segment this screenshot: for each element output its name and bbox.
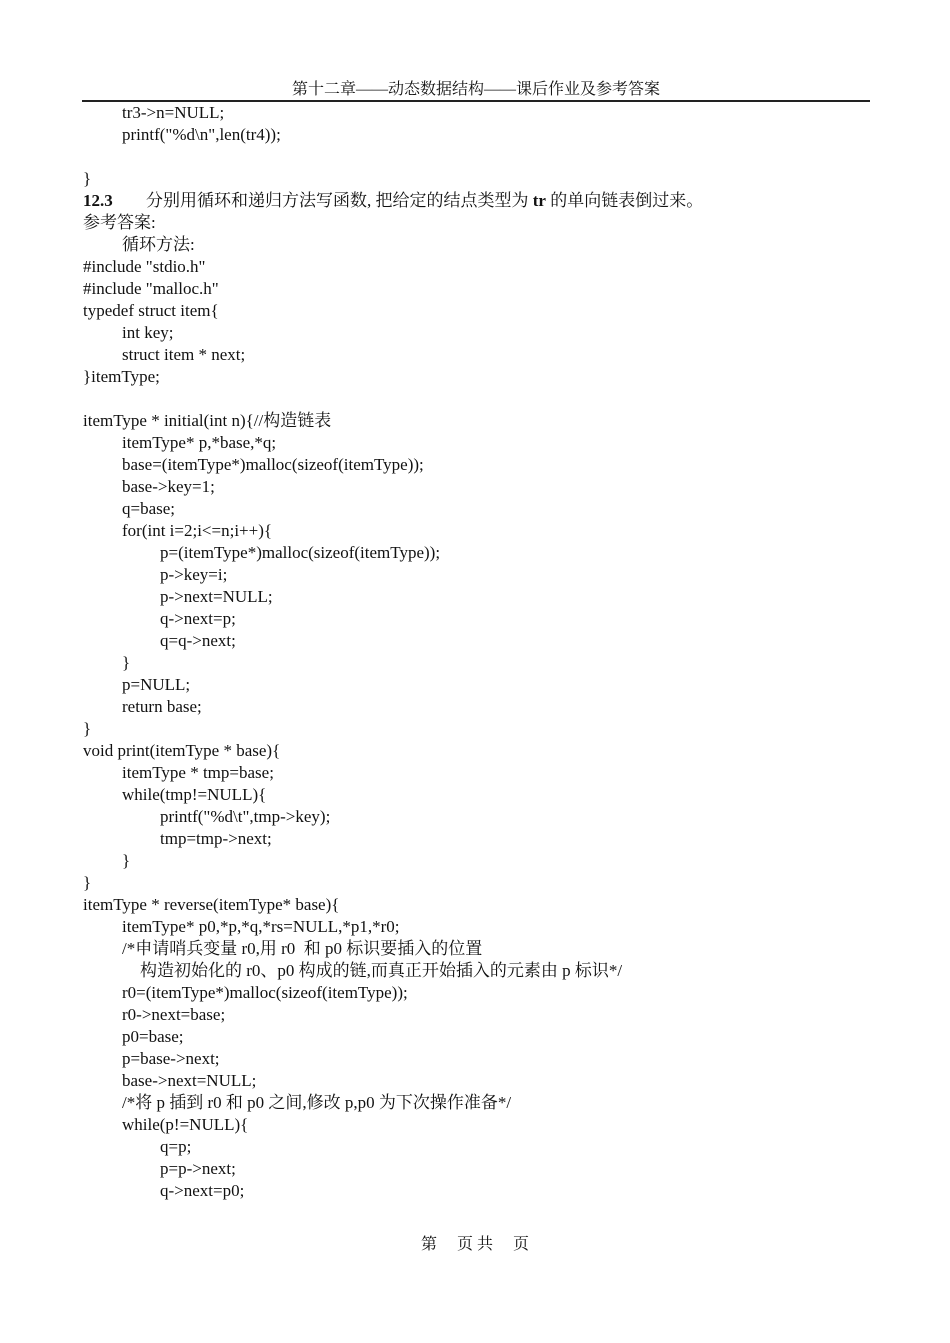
- answer-heading: 参考答案:: [83, 213, 156, 232]
- page-header: 第十二章——动态数据结构——课后作业及参考答案: [82, 78, 870, 102]
- code-line: itemType * reverse(itemType* base){: [83, 895, 340, 914]
- code-line: tmp=tmp->next;: [160, 829, 272, 848]
- code-line: }: [83, 873, 92, 892]
- code-line: tr3->n=NULL;: [122, 103, 225, 122]
- code-line: #include "malloc.h": [83, 279, 219, 298]
- code-line: }: [83, 719, 92, 738]
- question-line: [83, 190, 883, 212]
- code-line: itemType* p0,*p,*q,*rs=NULL,*p1,*r0;: [122, 917, 400, 936]
- code-line: while(tmp!=NULL){: [122, 785, 267, 804]
- code-line: printf("%d\t",tmp->key);: [160, 807, 331, 826]
- question-bold-word: tr: [532, 191, 546, 210]
- code-line: base=(itemType*)malloc(sizeof(itemType));: [122, 455, 424, 474]
- code-comment: 构造初始化的 r0、p0 构成的链,而真正开始插入的元素由 p 标识*/: [140, 961, 623, 980]
- question-number: 12.3: [83, 191, 113, 210]
- code-line: itemType * initial(int n){//构造链表: [83, 411, 332, 430]
- code-line: r0->next=base;: [122, 1005, 226, 1024]
- code-line: p=NULL;: [122, 675, 191, 694]
- code-line: }: [83, 169, 92, 188]
- code-line: itemType* p,*base,*q;: [122, 433, 277, 452]
- code-line: }: [122, 851, 131, 870]
- code-line: }itemType;: [83, 367, 160, 386]
- code-line: p0=base;: [122, 1027, 184, 1046]
- code-line: p->next=NULL;: [160, 587, 273, 606]
- code-comment: /*申请哨兵变量 r0,用 r0 和 p0 标识要插入的位置: [122, 939, 483, 958]
- code-line: void print(itemType * base){: [83, 741, 281, 760]
- code-line: while(p!=NULL){: [122, 1115, 249, 1134]
- blank-line: [83, 388, 883, 410]
- code-line: base->key=1;: [122, 477, 215, 496]
- code-line: q->next=p0;: [160, 1181, 245, 1200]
- code-line: q=q->next;: [160, 631, 236, 650]
- code-line: printf("%d\n",len(tr4));: [122, 125, 281, 144]
- code-line: q=base;: [122, 499, 176, 518]
- code-line: p=base->next;: [122, 1049, 220, 1068]
- code-line: p->key=i;: [160, 565, 228, 584]
- code-line: struct item * next;: [122, 345, 246, 364]
- code-line: r0=(itemType*)malloc(sizeof(itemType));: [122, 983, 408, 1002]
- document-body: [83, 102, 883, 1202]
- code-line: q->next=p;: [160, 609, 236, 628]
- method-heading: 循环方法:: [122, 235, 195, 254]
- code-comment: /*将 p 插到 r0 和 p0 之间,修改 p,p0 为下次操作准备*/: [122, 1093, 512, 1112]
- code-line: #include "stdio.h": [83, 257, 206, 276]
- code-line: p=(itemType*)malloc(sizeof(itemType));: [160, 543, 441, 562]
- code-line: itemType * tmp=base;: [122, 763, 274, 782]
- code-line: base->next=NULL;: [122, 1071, 257, 1090]
- page-footer: 第 页 共 页: [420, 1236, 529, 1253]
- code-line: int key;: [122, 323, 174, 342]
- question-text-before: 分别用循环和递归方法写函数, 把给定的结点类型为: [146, 191, 533, 210]
- code-line: return base;: [122, 697, 202, 716]
- code-line: p=p->next;: [160, 1159, 236, 1178]
- code-line: }: [122, 653, 131, 672]
- code-line: for(int i=2;i<=n;i++){: [122, 521, 273, 540]
- code-line: q=p;: [160, 1137, 192, 1156]
- code-line: typedef struct item{: [83, 301, 219, 320]
- blank-line: [83, 146, 883, 168]
- question-text-after: 的单向链表倒过来。: [545, 191, 704, 210]
